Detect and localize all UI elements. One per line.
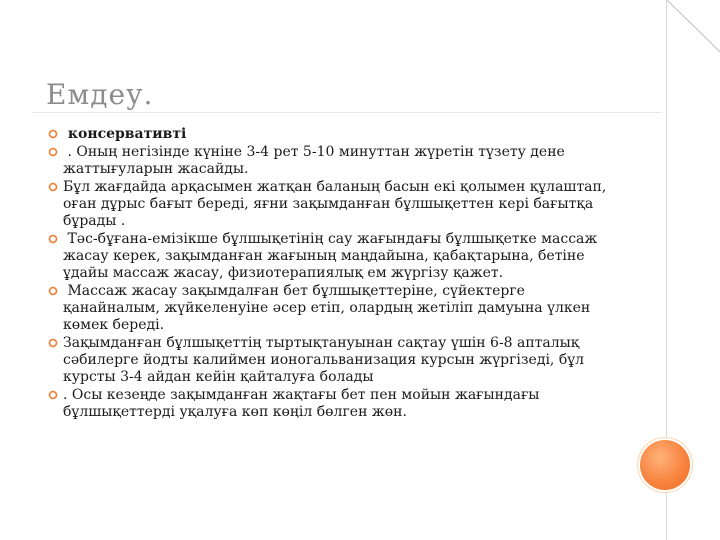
- orange-circle-decoration: [640, 440, 690, 490]
- bullet-text: . Оның негізінде күніне 3-4 рет 5-10 минуттан жүретін түзету дене жаттығуларын жасайды.: [63, 144, 570, 177]
- ring-bullet-icon: [48, 283, 58, 300]
- ring-bullet-icon: [48, 387, 58, 404]
- ring-bullet-icon: [48, 335, 58, 352]
- bullet-text: . Осы кезеңде зақымданған жақтағы бет пен мойын жағындағы бұлшықеттерді уқалуға көп көңіл бөлген жөн.: [63, 387, 544, 420]
- list-item: [48, 335, 608, 386]
- ring-bullet-icon: [48, 144, 58, 161]
- list-item: [48, 387, 608, 421]
- corner-decoration: [665, 0, 720, 100]
- ring-bullet-icon: [48, 231, 58, 248]
- list-item: [48, 126, 608, 143]
- bullet-text: консервативті: [63, 126, 187, 142]
- slide-title: Емдеу.: [46, 78, 154, 111]
- bullet-list: [48, 126, 611, 422]
- bullet-text: Тәс-бұғана-емізікше бұлшықетінің сау жағындағы бұлшықетке массаж жасау керек, зақымданған жағының маңдайына, қабақтарына, бетіне ұдайы массаж жасау, физиотерапиялық ем жүргізу қажет.: [63, 231, 602, 281]
- list-item: [48, 231, 608, 282]
- list-item: [48, 179, 611, 230]
- ring-bullet-icon: [48, 126, 58, 143]
- list-item: [48, 283, 608, 334]
- list-item: [48, 144, 608, 178]
- bullet-text: Массаж жасау зақымдалған бет бұлшықеттеріне, сүйектерге қанайналым, жүйкеленуіне әсер етіп, олардың жетіліп дамуына үлкен көмек береді.: [63, 283, 595, 333]
- title-divider: [32, 112, 662, 113]
- ring-bullet-icon: [48, 179, 58, 196]
- bullet-text: Бұл жағдайда арқасымен жатқан баланың басын екі қолымен құлаштап, оған дұрыс бағыт береді, яғни зақымданған бұлшықеттен кері бағытқа бұрады .: [63, 179, 611, 229]
- bullet-text: Зақымданған бұлшықеттің тыртықтануынан сақтау үшін 6-8 апталық сәбилерге йодты калиймен ионогальванизация курсын жүргізеді, бұл курсты 3-4 айдан кейін қайталуға болады: [63, 335, 589, 385]
